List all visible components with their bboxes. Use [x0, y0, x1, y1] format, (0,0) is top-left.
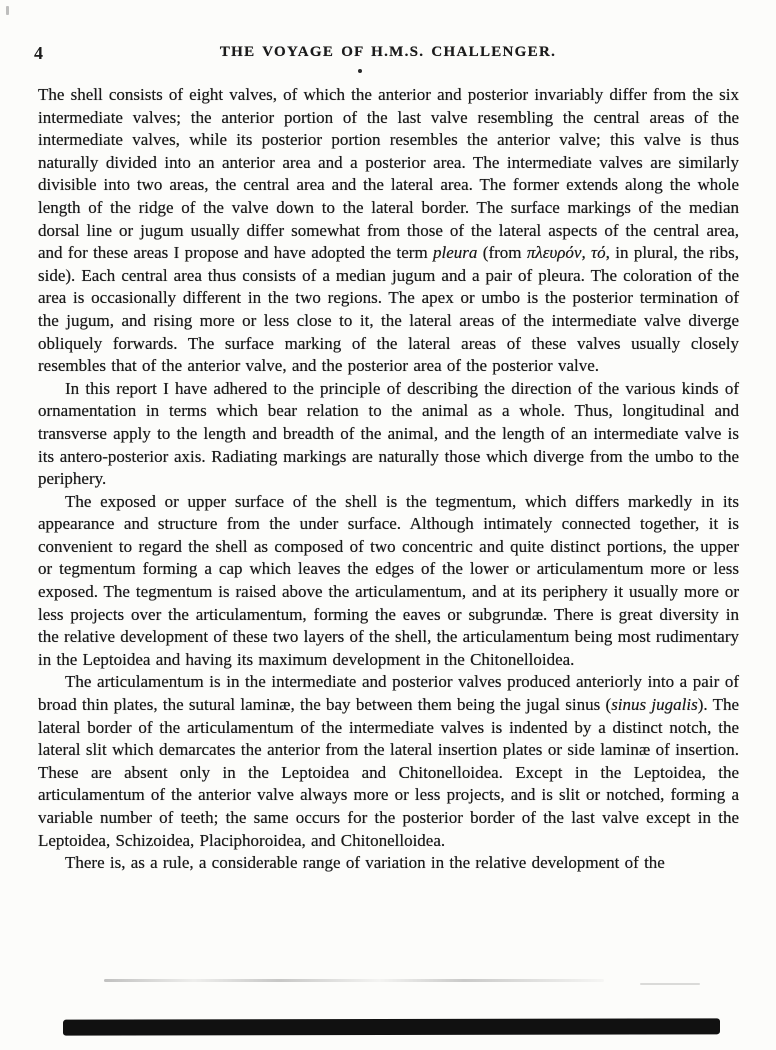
italic-text-segment: sinus jugalis	[611, 695, 698, 715]
italic-text-segment: πλευρόν, τό	[526, 243, 606, 263]
scan-smudge-fragment	[640, 983, 700, 985]
text-segment: The exposed or upper surface of the shell is the tegmentum, which differs markedly in its appearance and structure from the under surface. Although intimately connected together, it is convenient to regard the shell as composed of two concentric and quite distinct portions, the upper or tegmentum forming a cap which leaves the edges of the lower or articulamentum more or less exposed. The tegmentum is raised above the articulamentum, and at its periphery it usually more or less projects over the articulamentum, forming the eaves or subgrundæ. There is great diversity in the relative development of these two layers of the shell, the articulamentum being most rudimentary in the Leptoidea and having its maximum development in the Chitonelloidea.	[38, 491, 739, 669]
italic-text-segment: pleura	[433, 243, 478, 263]
text-segment: (from	[477, 243, 527, 263]
text-segment: In this report I have adhered to the principle of describing the direction of the various kinds of ornamentation in terms which bear relation to the animal as a whole. Thus, longitudinal and transverse apply to the length and breadth of the animal, and the length of an intermediate valve is its antero-posterior axis. Radiating markings are naturally those which diverge from the umbo to the periphery.	[38, 378, 739, 489]
page-number: 4	[34, 43, 44, 63]
scan-shadow-bar	[63, 1018, 720, 1035]
text-segment: The articulamentum is in the intermediate and posterior valves produced anteriorly into a pair of broad thin plates, the sutural laminæ, the bay between them being the jugal sinus (	[38, 672, 739, 715]
paragraph	[38, 84, 739, 378]
page-body	[38, 84, 739, 875]
paragraph	[38, 378, 739, 491]
paragraph	[38, 671, 739, 852]
paragraph	[38, 852, 739, 875]
header-dot-artifact	[358, 69, 362, 73]
text-segment: , in plural, the ribs, side). Each central area thus consists of a median jugum and a pair of pleura. The coloration of the area is occasionally different in the two regions. The apex or umbo is the posterior termination of the jugum, and rising more or less close to it, the lateral areas of the intermediate valve diverge obliquely forwards. The surface marking of the lateral areas of these valves usually closely resembles that of the anterior valve, and the posterior area of the posterior valve.	[38, 243, 739, 376]
paragraph	[38, 491, 739, 672]
text-segment: There is, as a rule, a considerable range of variation in the relative development of the	[65, 853, 665, 873]
scan-smudge-line	[104, 979, 604, 982]
running-header-title: THE VOYAGE OF H.M.S. CHALLENGER.	[219, 44, 557, 60]
text-segment: ). The lateral border of the articulamentum of the intermediate valves is indented by a distinct notch, the lateral slit which demarcates the anterior from the lateral insertion plates or side laminæ of insertion. These are absent only in the Leptoidea and Chitonelloidea. Except in the Leptoidea, the articulamentum of the anterior valve always more or less projects, and is slit or notched, forming a variable number of teeth; the same occurs for the posterior border of the last valve except in the Leptoidea, Schizoidea, Placiphoroidea, and Chitonelloidea.	[38, 695, 740, 850]
text-segment: The shell consists of eight valves, of which the anterior and posterior invariably differ from the six intermediate valves; the anterior portion of the last valve resembling the central areas of the intermediate valves, while its posterior portion resembles the anterior valve; this valve is thus naturally divided into an anterior area and a posterior area. The intermediate valves are similarly divisible into two areas, the central area and the lateral area. The former extends along the whole length of the ridge of the valve down to the lateral border. The surface markings of the median dorsal line or jugum usually differ somewhat from those of the lateral aspects of the central area, and for these areas I propose and have adopted the term	[38, 85, 739, 263]
scan-corner-speck	[6, 6, 9, 15]
